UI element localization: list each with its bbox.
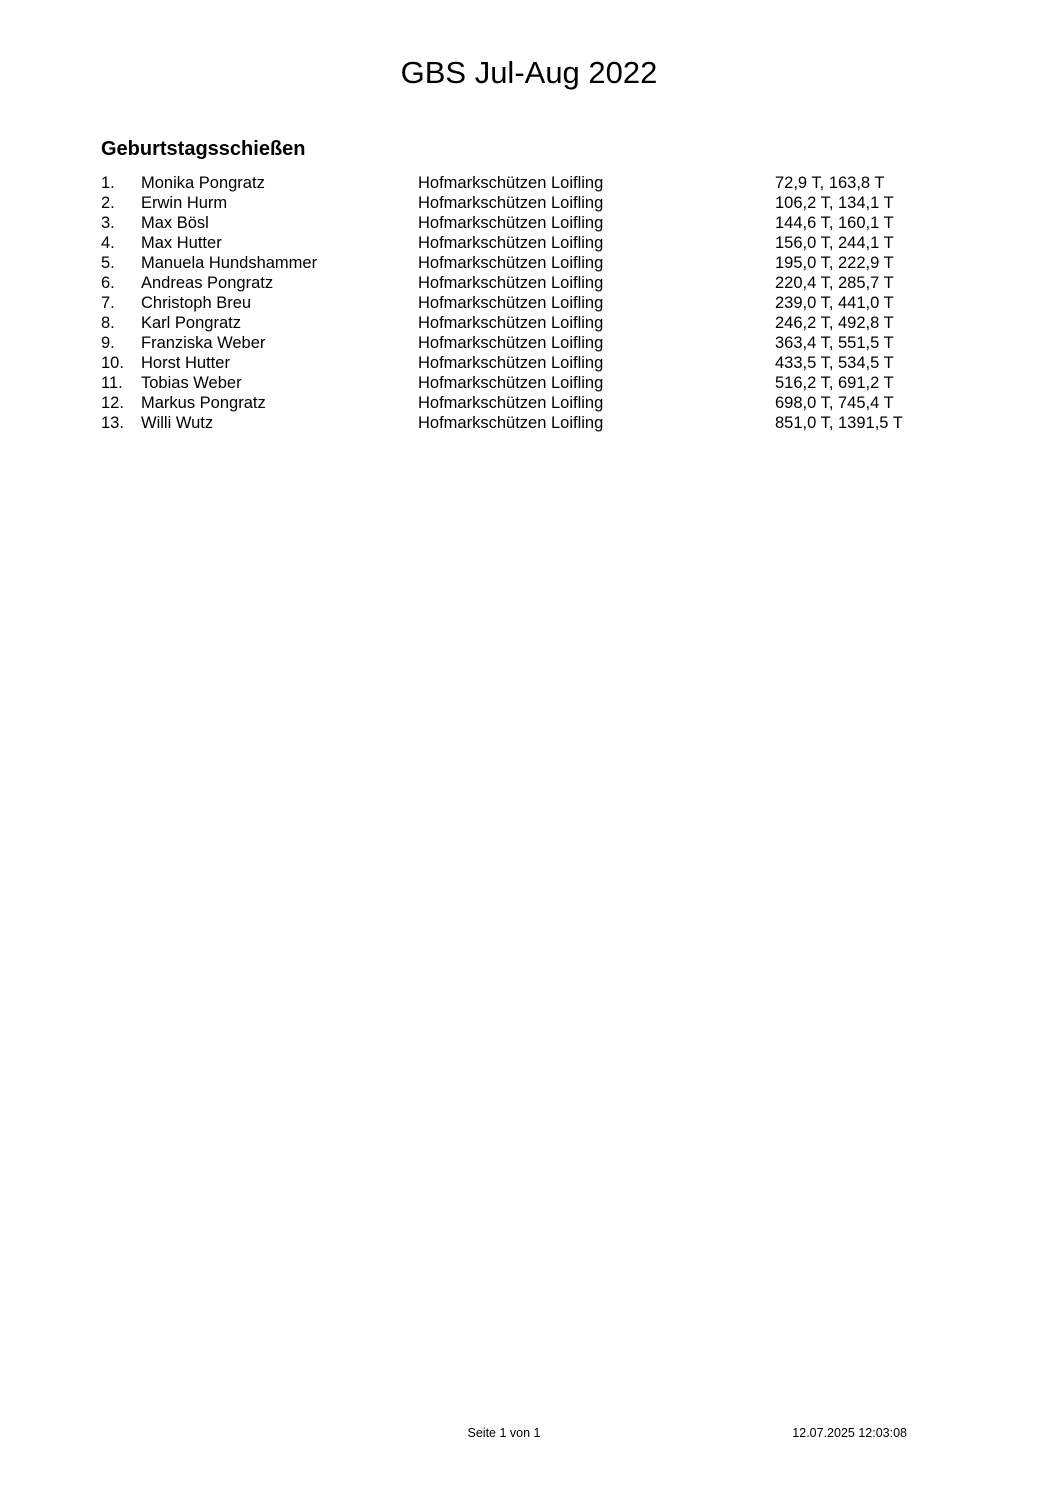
result-row <box>0 173 1058 193</box>
result-row <box>0 233 1058 253</box>
score: 516,2 T, 691,2 T <box>775 374 894 392</box>
shooter-name: Markus Pongratz <box>141 394 266 412</box>
rank: 6. <box>101 274 115 292</box>
document-title: GBS Jul-Aug 2022 <box>400 55 658 90</box>
club-name: Hofmarkschützen Loifling <box>418 394 604 412</box>
score: 239,0 T, 441,0 T <box>775 294 894 312</box>
score: 363,4 T, 551,5 T <box>775 334 894 352</box>
shooter-name: Christoph Breu <box>141 294 252 312</box>
shooter-name: Tobias Weber <box>141 374 242 392</box>
club-name: Hofmarkschützen Loifling <box>418 294 604 312</box>
club-name: Hofmarkschützen Loifling <box>418 274 604 292</box>
club-name: Hofmarkschützen Loifling <box>418 314 604 332</box>
results-list <box>0 173 1058 433</box>
rank: 11. <box>101 374 123 392</box>
print-timestamp: 12.07.2025 12:03:08 <box>792 1426 907 1440</box>
club-name: Hofmarkschützen Loifling <box>418 234 604 252</box>
score: 433,5 T, 534,5 T <box>775 354 894 372</box>
shooter-name: Karl Pongratz <box>141 314 241 332</box>
score: 698,0 T, 745,4 T <box>775 394 894 412</box>
club-name: Hofmarkschützen Loifling <box>418 214 604 232</box>
result-row <box>0 373 1058 393</box>
club-name: Hofmarkschützen Loifling <box>418 174 604 192</box>
result-row <box>0 313 1058 333</box>
rank: 4. <box>101 234 115 252</box>
club-name: Hofmarkschützen Loifling <box>418 414 604 432</box>
score: 156,0 T, 244,1 T <box>775 234 894 252</box>
score: 246,2 T, 492,8 T <box>775 314 894 332</box>
rank: 7. <box>101 294 115 312</box>
shooter-name: Willi Wutz <box>141 414 214 432</box>
result-row <box>0 273 1058 293</box>
rank: 12. <box>101 394 124 412</box>
result-row <box>0 293 1058 313</box>
club-name: Hofmarkschützen Loifling <box>418 354 604 372</box>
result-row <box>0 413 1058 433</box>
score: 72,9 T, 163,8 T <box>775 174 885 192</box>
club-name: Hofmarkschützen Loifling <box>418 374 604 392</box>
result-row <box>0 213 1058 233</box>
result-row <box>0 393 1058 413</box>
rank: 8. <box>101 314 115 332</box>
rank: 10. <box>101 354 124 372</box>
club-name: Hofmarkschützen Loifling <box>418 334 604 352</box>
rank: 1. <box>101 174 115 192</box>
page-number: Seite 1 von 1 <box>467 1426 541 1440</box>
shooter-name: Manuela Hundshammer <box>141 254 318 272</box>
shooter-name: Horst Hutter <box>141 354 230 372</box>
score: 106,2 T, 134,1 T <box>775 194 894 212</box>
shooter-name: Max Hutter <box>141 234 222 252</box>
shooter-name: Max Bösl <box>141 214 209 232</box>
rank: 9. <box>101 334 115 352</box>
result-row <box>0 333 1058 353</box>
shooter-name: Monika Pongratz <box>141 174 265 192</box>
shooter-name: Erwin Hurm <box>141 194 228 212</box>
shooter-name: Andreas Pongratz <box>141 274 274 292</box>
result-row <box>0 353 1058 373</box>
score: 851,0 T, 1391,5 T <box>775 414 903 432</box>
score: 195,0 T, 222,9 T <box>775 254 894 272</box>
result-row <box>0 193 1058 213</box>
rank: 5. <box>101 254 115 272</box>
rank: 3. <box>101 214 115 232</box>
rank: 2. <box>101 194 115 212</box>
result-row <box>0 253 1058 273</box>
club-name: Hofmarkschützen Loifling <box>418 254 604 272</box>
score: 220,4 T, 285,7 T <box>775 274 894 292</box>
club-name: Hofmarkschützen Loifling <box>418 194 604 212</box>
score: 144,6 T, 160,1 T <box>775 214 894 232</box>
section-title: Geburtstagsschießen <box>101 138 306 160</box>
rank: 13. <box>101 414 124 432</box>
shooter-name: Franziska Weber <box>141 334 266 352</box>
